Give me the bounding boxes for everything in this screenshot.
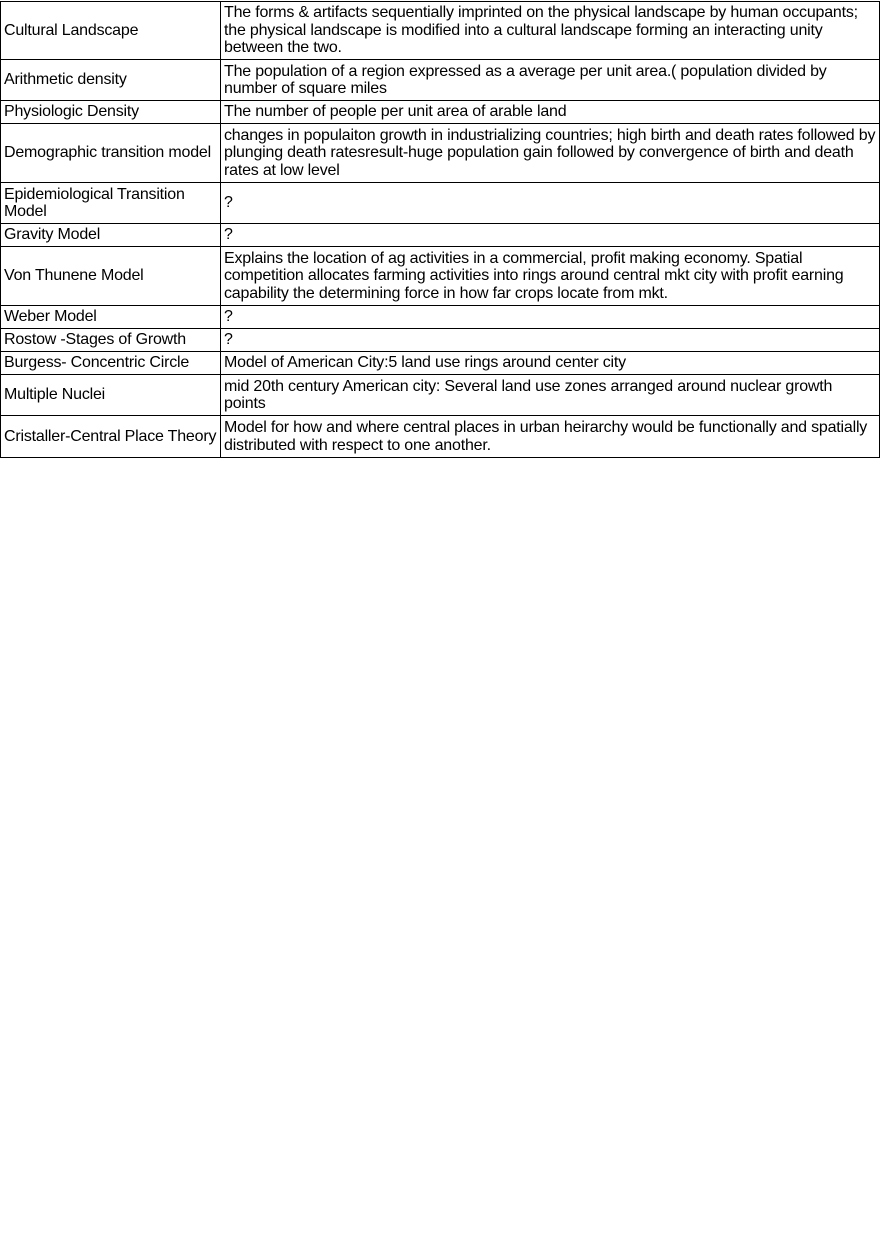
term-cell: Weber Model	[1, 306, 221, 329]
definition-cell: The forms & artifacts sequentially imprinted on the physical landscape by human occupants; the physical landscape is modified into a cultural landscape forming an interacting unity between the two.	[221, 2, 880, 60]
term-cell: Physiologic Density	[1, 101, 221, 124]
table-row	[1, 60, 880, 101]
definition-cell: ?	[221, 183, 880, 224]
table-row	[1, 183, 880, 224]
table-row	[1, 375, 880, 416]
term-cell: Demographic transition model	[1, 124, 221, 183]
table-row	[1, 101, 880, 124]
definition-cell: ?	[221, 306, 880, 329]
term-cell: Cultural Landscape	[1, 2, 221, 60]
table-row	[1, 247, 880, 306]
definition-cell: ?	[221, 224, 880, 247]
definition-cell: The population of a region expressed as a average per unit area.( population divided by number of square miles	[221, 60, 880, 101]
definition-cell: Model for how and where central places in urban heirarchy would be functionally and spatially distributed with respect to one another.	[221, 416, 880, 458]
table-row	[1, 224, 880, 247]
term-cell: Epidemiological Transition Model	[1, 183, 221, 224]
definition-cell: Model of American City:5 land use rings around center city	[221, 352, 880, 375]
glossary-table	[0, 1, 880, 458]
term-cell: Gravity Model	[1, 224, 221, 247]
term-cell: Burgess- Concentric Circle	[1, 352, 221, 375]
term-cell: Rostow -Stages of Growth	[1, 329, 221, 352]
definition-cell: Explains the location of ag activities in a commercial, profit making economy. Spatial competition allocates farming activities into rings around central mkt city with profit earning capability the determining force in how far crops locate from mkt.	[221, 247, 880, 306]
term-cell: Von Thunene Model	[1, 247, 221, 306]
term-cell: Cristaller-Central Place Theory	[1, 416, 221, 458]
table-row	[1, 352, 880, 375]
definition-cell: mid 20th century American city: Several land use zones arranged around nuclear growth points	[221, 375, 880, 416]
definition-cell: changes in populaiton growth in industrializing countries; high birth and death rates followed by plunging death ratesresult-huge population gain followed by convergence of birth and death rates at low level	[221, 124, 880, 183]
table-row	[1, 329, 880, 352]
table-row	[1, 2, 880, 60]
table-row	[1, 306, 880, 329]
definition-cell: The number of people per unit area of arable land	[221, 101, 880, 124]
term-cell: Arithmetic density	[1, 60, 221, 101]
table-row	[1, 124, 880, 183]
table-row	[1, 416, 880, 458]
definition-cell: ?	[221, 329, 880, 352]
term-cell: Multiple Nuclei	[1, 375, 221, 416]
